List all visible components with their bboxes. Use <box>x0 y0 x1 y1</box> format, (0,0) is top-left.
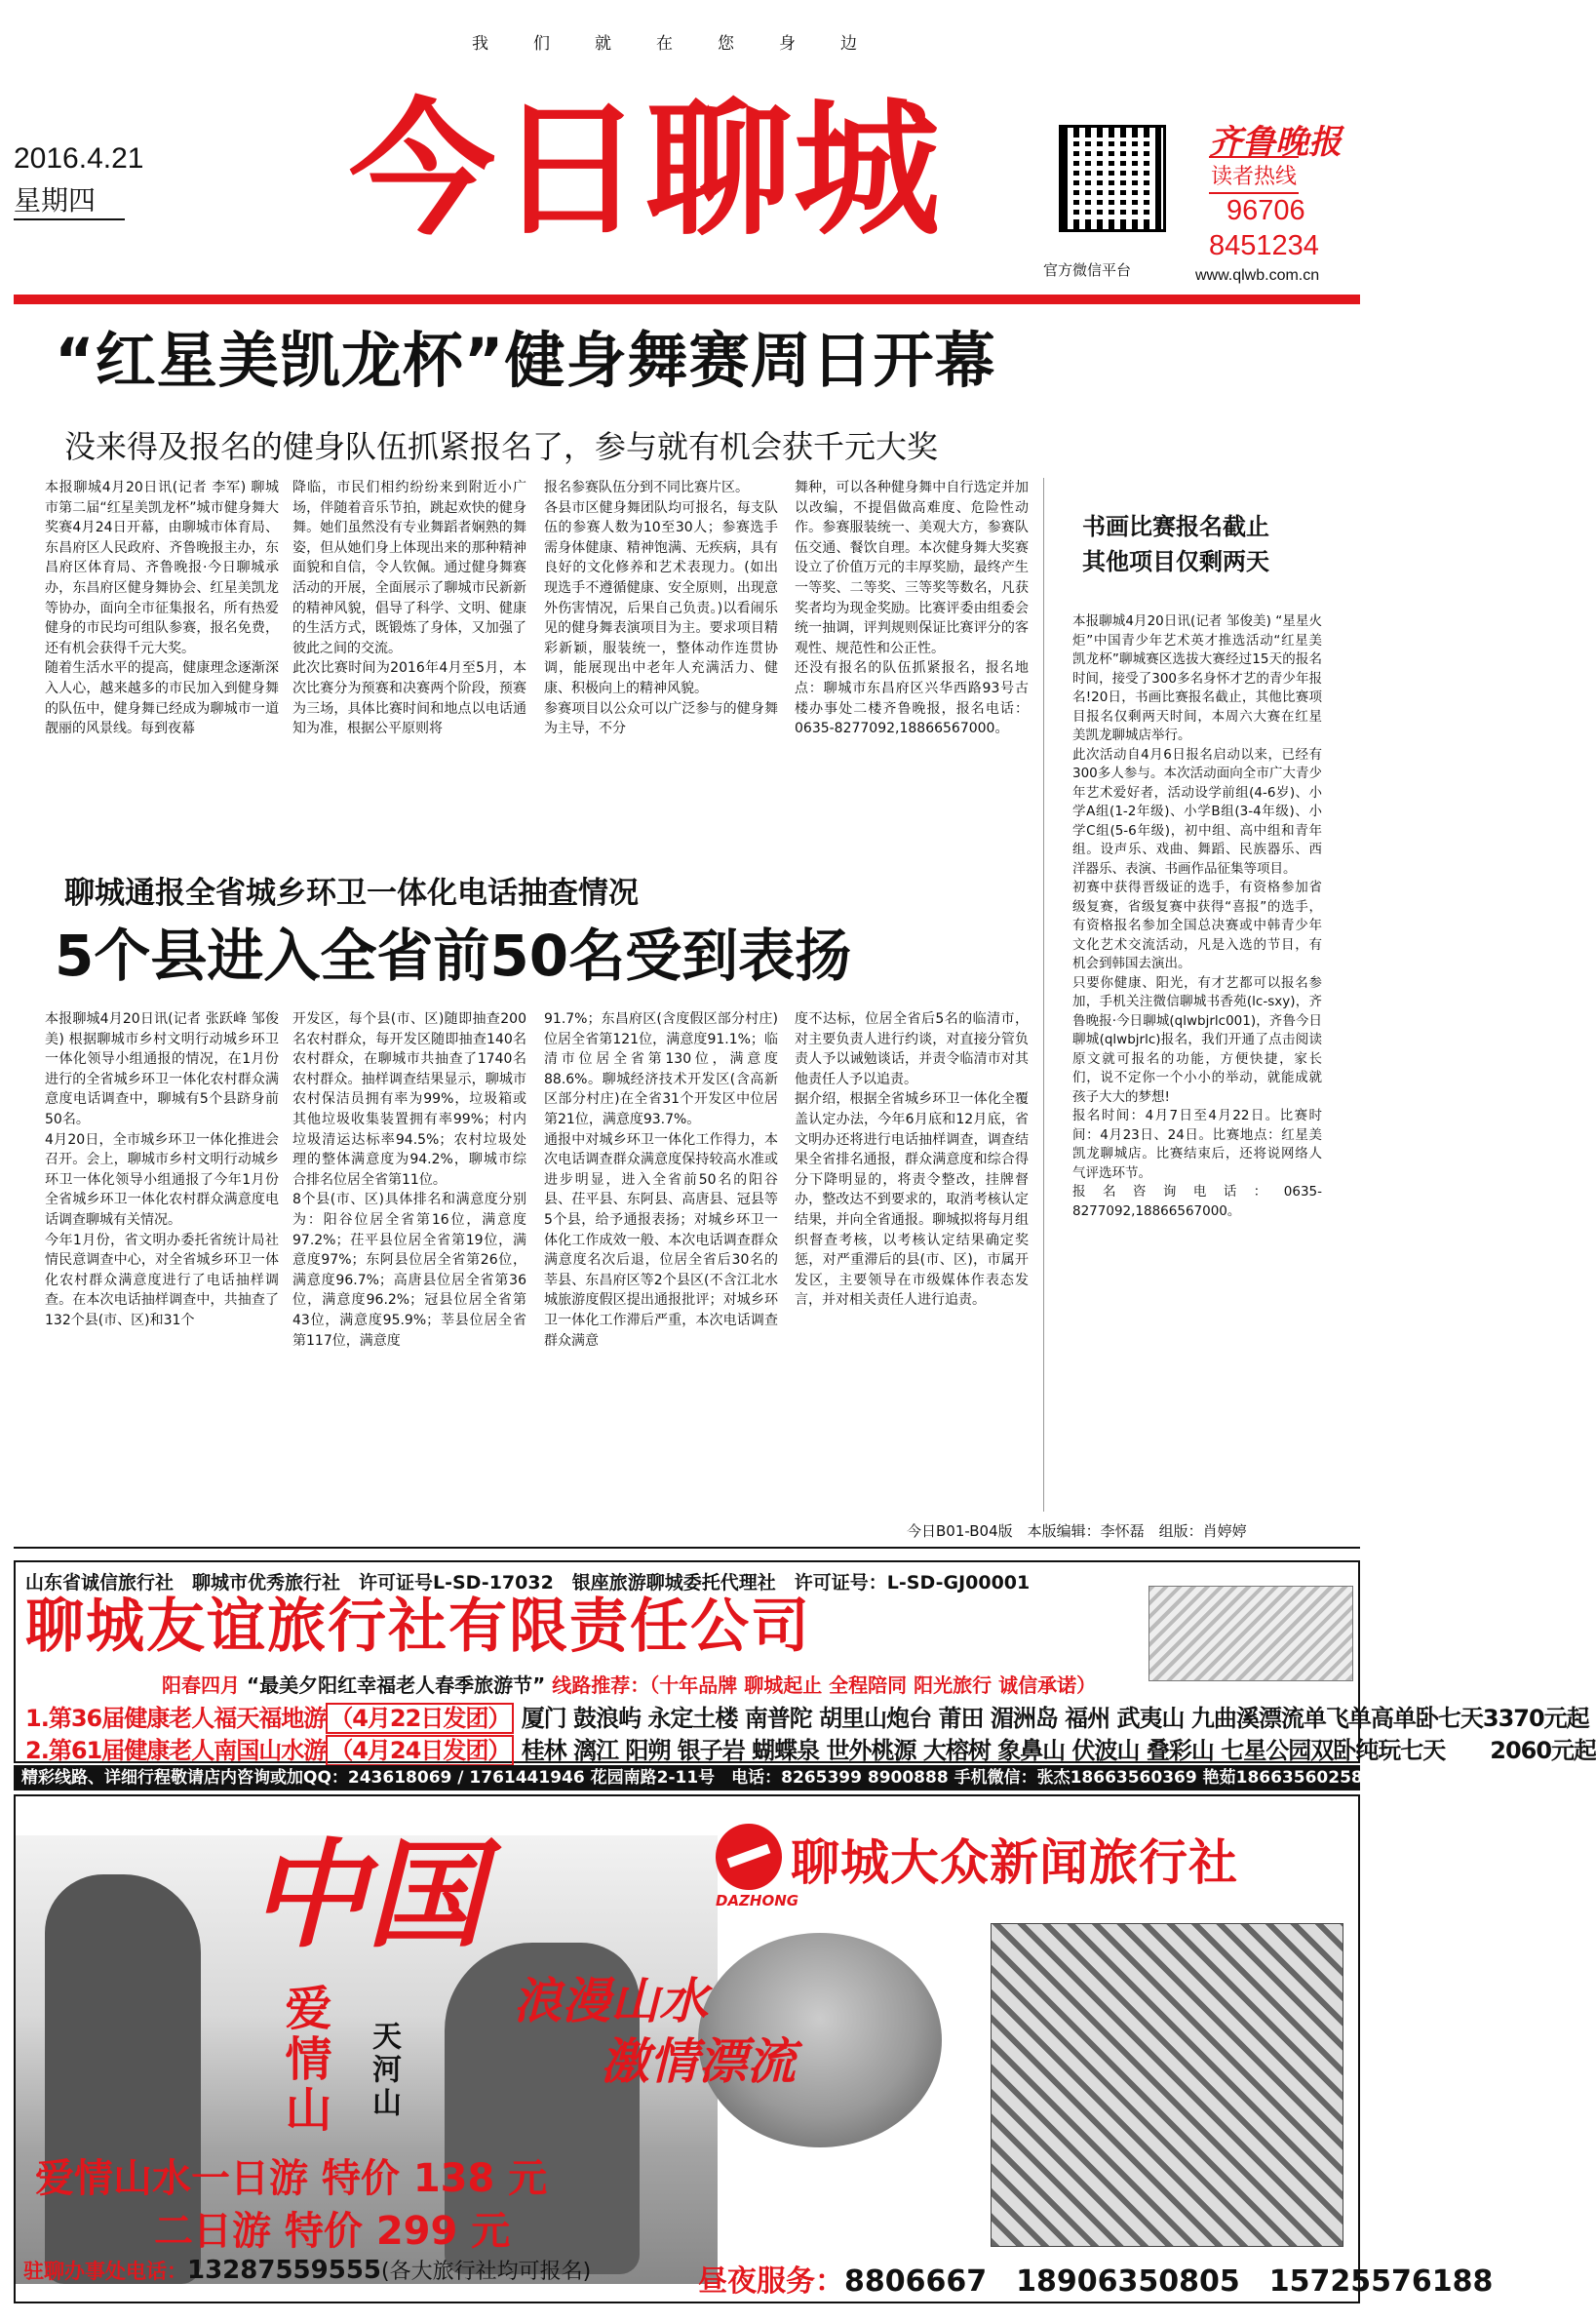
ad-youyi-travel[interactable] <box>14 1560 1596 1764</box>
website-link[interactable]: www.qlwb.com.cn <box>1195 267 1320 284</box>
ad-dazhong-travel[interactable] <box>14 1794 1494 2303</box>
hotline-number-1: 96706 <box>1226 195 1305 226</box>
route-1-date: （4月22日发团） <box>326 1703 514 1734</box>
ad2-hotline <box>698 2257 1493 2300</box>
masthead-divider <box>14 295 1360 304</box>
contact-phone[interactable]: 13287559555 <box>187 2256 381 2285</box>
sidebar-headline-1: 书画比赛报名截止 <box>1082 513 1269 540</box>
page-credits: 今日B01-B04版 本版编辑：李怀磊 组版：肖婷婷 <box>907 1522 1247 1540</box>
article2-column-2: 开发区，每个县(市、区)随即抽查200名农村群众，每开发区随即抽查140名农村群众，在聊城市共抽查了1740名农村群众。抽样调查结果显示，聊城市农村保洁员拥有率为99%，垃圾箱或其他垃圾收集装置拥有率99%；村内垃圾清运达标率94.5%；农村垃圾处理的整体满意度为94.2%，聊城市综合排名位居全省第11位。 8个县(市、区)具体排名和满意度分别为：阳谷位居全省第16位，满意度97.2%；茌平县位居全省第19位，满意度97%；东阿县位居全省第26位，满意度96.7%；高唐县位居全省第36位，满意度96.2%；冠县位居全省第43位，满意度95.9%；莘县位居全省第117位，满意度 <box>292 1011 526 1349</box>
rafting-photo <box>991 1923 1343 2247</box>
sidebar-headline-2: 其他项目仅剩两天 <box>1082 548 1269 575</box>
contact-note: (各大旅行社均可报名) <box>381 2260 592 2284</box>
masthead-title: 今日聊城 <box>348 84 942 256</box>
hotline-service-label: 昼夜服务： <box>698 2264 844 2299</box>
love-mountain-calligraphy: 爱情山 <box>277 1984 331 2136</box>
route-2-date: （4月24日发团） <box>326 1735 514 1766</box>
slogan-romantic-landscape: 浪漫山水 <box>513 1972 708 2029</box>
article2-column-1: 本报聊城4月20日讯(记者 张跃峰 邹俊美) 根据聊城市乡村文明行动城乡环卫一体化领导小组通报的情况，在1月份进行的全省城乡环卫一体化农村群众满意度电话调查中，聊城有5个县跻身前50名。 4月20日，全市城乡环卫一体化推进会召开。会上，聊城市乡村文明行动城乡环卫一体化领导小组通报了今年1月份全省城乡环卫一体化农村群众满意度电话调查聊城有关情况。 今年1月份，省文明办委托省统计局社情民意调查中心，对全省城乡环卫一体化农村群众满意度进行了电话抽样调查。在本次电话抽样调查中，共抽查了132个县(市、区)和31个 <box>45 1011 279 1328</box>
ad1-promo-line <box>162 1670 1096 1698</box>
article1-column-1: 本报聊城4月20日讯(记者 李军) 聊城市第二届“红星美凯龙杯”城市健身舞大奖赛4月24日开幕，由聊城市体育局、东昌府区人民政府、齐鲁晚报主办，东昌府区体育局、齐鲁晚报·今日聊城承办，东昌府区健身舞协会、红星美凯龙等协办，面向全市征集报名，所有热爱健身的市民均可组队参赛，报名免费，还有机会获得千元大奖。 随着生活水平的提高，健康理念逐渐深入人心，越来越多的市民加入到健身舞的队伍中，健身舞已经成为聊城市一道靓丽的风景线。每到夜幕 <box>45 480 279 737</box>
ad2-office-contact <box>23 2255 591 2285</box>
hotline-label: 读者热线 <box>1209 156 1299 194</box>
article1-column-2: 降临，市民们相约纷纷来到附近小广场，伴随着音乐节拍，跳起欢快的健身舞。她们虽然没有专业舞蹈者娴熟的舞姿，但从她们身上体现出来的那种精神面貌和自信，令人钦佩。通过健身舞赛活动的开展，全面展示了聊城市民新新的精神风貌，倡导了科学、文明、健康的生活方式，既锻炼了身体，又加强了彼此之间的交流。 此次比赛时间为2016年4月至5月，本次比赛分为预赛和决赛两个阶段，预赛为三场，具体比赛时间和地点以电话通知为准，根据公平原则将 <box>292 480 526 737</box>
article2-headline: 5个县进入全省前50名受到表扬 <box>55 923 852 989</box>
route-2-stops: 桂林 漓江 阳朔 银子岩 蝴蝶泉 世外桃源 大榕树 象鼻山 伏波山 叠彩山 七星公园双卧纯玩七天 2060元起 <box>521 1737 1596 1764</box>
brand-logo: 齐鲁晚报 <box>1209 123 1342 162</box>
dazhong-logo-icon <box>716 1824 782 1890</box>
slogan-rafting: 激情漂流 <box>601 2032 796 2090</box>
offer-one-day: 爱情山水一日游 特价 138 元 <box>35 2156 548 2201</box>
article2-column-4: 度不达标，位居全省后5名的临清市，对主要负责人进行约谈，对直接分管负责人予以诫勉谈话，并责令临清市对其他责任人予以追责。 据介绍，根据全省城乡环卫一体化全覆盖认定办法，今年6月底和12月底，省文明办还将进行电话抽样调查，调查结果全省排名通报，群众满意度和综合得分下降明显的，将责令整改，挂牌督办，整改达不到要求的，取消考核认定结果，并向全省通报。聊城拟将每月组织督查考核，以考核认定结果确定奖惩，对严重滞后的县(市、区)，市属开发区，主要领导在市级媒体作表态发言，并对相关责任人进行追责。 <box>795 1011 1029 1309</box>
column-divider <box>1043 478 1044 1512</box>
tianhe-mountain-label: 天河山 <box>367 2021 401 2120</box>
article1-column-3: 报名参赛队伍分到不同比赛片区。 各县市区健身舞团队均可报名，每支队伍的参赛人数为10至30人；参赛选手需身体健康、精神饱满、无疾病，具有良好的文化修养和艺术表现力。(如出现选手不遵循健康、安全原则，出现意外伤害情况，后果自己负责。)以看闹乐见的健身舞表演项目为主。要求项目精彩新颖，服装统一，整体动作连贯协调，能展现出中老年人充满活力、健康、积极向上的精神风貌。 参赛项目以公众可以广泛参与的健身舞为主导，不分 <box>544 480 778 737</box>
article2-kicker: 聊城通报全省城乡环卫一体化电话抽查情况 <box>64 876 639 911</box>
ad2-company-name: 聊城大众新闻旅行社 <box>791 1834 1238 1891</box>
hotline-number-2: 8451234 <box>1209 230 1319 261</box>
article1-subheadline: 没来得及报名的健身队伍抓紧报名了，参与就有机会获千元大奖 <box>64 428 939 465</box>
ad1-route-1 <box>25 1699 1589 1733</box>
masthead-slogan: 我们就在您身边 <box>472 34 902 54</box>
wechat-qr-code-icon[interactable] <box>1059 125 1166 232</box>
contact-label: 驻聊办事处电话： <box>23 2260 187 2283</box>
ad1-promo-suffix: 线路推荐：（十年品牌 聊城起止 全程陪同 阳光旅行 诚信承诺） <box>552 1673 1097 1697</box>
ad1-promo-prefix: 阳春四月 <box>162 1673 240 1697</box>
elderly-couple-photo-icon <box>1148 1586 1353 1681</box>
dazhong-logo-text: DAZHONG <box>716 1892 799 1909</box>
hotline-service-numbers[interactable]: 8806667 18906350805 15725576188 <box>844 2264 1494 2299</box>
issue-date: 2016.4.21 <box>14 142 144 175</box>
route-1-name: 1.第36届健康老人福天福地游 <box>25 1705 327 1732</box>
article1-column-4: 舞种，可以各种健身舞中自行选定并加以改编，不提倡做高难度、危险性动作。参赛服装统一、美观大方，参赛队伍交通、餐饮自理。本次健身舞大奖赛设立了价值万元的丰厚奖励，最终产生一等奖、二等奖、三等奖等数名，凡获奖者均为现金奖励。比赛评委由组委会统一抽调，评判规则保证比赛评分的客观性、规范性和公正性。 还没有报名的队伍抓紧报名，报名地点：聊城市东昌府区兴华西路93号古楼办事处二楼齐鲁晚报，报名电话：0635-8277092,18866567000。 <box>795 480 1029 737</box>
ad1-licenses: 山东省诚信旅行社 聊城市优秀旅行社 许可证号L-SD-17032 银座旅游聊城委托代理社 许可证号：L-SD-GJ00001 <box>25 1572 1031 1594</box>
ad1-contact-bar: 精彩线路、详细行程敬请店内咨询或加QQ：243618069 / 1761441946 花园南路2-11号 电话：8265399 8900888 手机微信：张杰18663560369 艳茹18663560258 <box>14 1765 1360 1791</box>
article1-headline: “红星美凯龙杯”健身舞赛周日开幕 <box>55 325 996 396</box>
sidebar-body: 本报聊城4月20日讯(记者 邹俊美) “星星火炬”中国青少年艺术英才推选活动“红星美凯龙杯”聊城赛区选拔大赛经过15天的报名时间，接受了300多名身怀才艺的青少年报名!20日，书画比赛报名截止，其他比赛项目报名仅剩两天时间，本周六大赛在红星美凯龙聊城店举行。 此次活动自4月6日报名启动以来，已经有300多人参与。本次活动面向全市广大青少年艺术爱好者，活动设学前组(4-6岁)、小学A组(1-2年级)、小学B组(3-4年级)、小学C组(5-6年级)，初中组、高中组和青年组。设声乐、戏曲、舞蹈、民族器乐、西洋器乐、表演、书画作品征集等项目。 初赛中获得晋级证的选手，有资格参加省级复赛，省级复赛中获得“喜报”的选手，有资格报名参加全国总决赛或中韩青少年文化艺术交流活动，凡是入选的节目，有机会到韩国去演出。 只要你健康、阳光，有才艺都可以报名参加，手机关注微信聊城书香苑(lc-sxy)，齐鲁晚报·今日聊城(qlwbjrlc001)，齐鲁今日聊城(qlwbjrlc)报名，我们开通了点击阅读原文就可报名的功能，方便快捷，家长们，说不定你一个小小的举动，就能成就孩子大大的梦想! 报名时间：4月7日至4月22日。比赛时间：4月23日、24日。比赛地点：红星美凯龙聊城店。比赛结束后，还将说网络人气评选环节。 报名咨询电话：0635-8277092,18866567000。 <box>1072 613 1322 1219</box>
ad1-route-2 <box>25 1731 1596 1765</box>
issue-weekday: 星期四 <box>14 179 125 220</box>
article2-column-3: 91.7%；东昌府区(含度假区部分村庄)位居全省第121位，满意度91.1%；临清市位居全省第130位，满意度88.6%。聊城经济技术开发区(含高新区部分村庄)在全省31个开发区中位居第21位，满意度93.7%。 通报中对城乡环卫一体化工作得力，本次电话调查群众满意度保持较高水准或进步明显，进入全省前50名的阳谷县、茌平县、东阿县、高唐县、冠县等5个县，给予通报表扬；对城乡环卫一体化工作成效一般、本次电话调查群众满意度名次后退，位居全省后30名的莘县、东昌府区等2个县区(不含江北水城旅游度假区提出通报批评；对城乡环卫一体化工作滞后严重，本次电话调查群众满意 <box>544 1011 778 1349</box>
qr-caption: 官方微信平台 <box>1043 261 1132 279</box>
route-2-name: 2.第61届健康老人南国山水游 <box>25 1737 327 1764</box>
ad1-promo-event: “最美夕阳红幸福老人春季旅游节” <box>246 1673 546 1697</box>
route-1-stops: 厦门 鼓浪屿 永定土楼 南普陀 胡里山炮台 莆田 湄洲岛 福州 武夷山 九曲溪漂流单飞单高单卧七天3370元起 <box>521 1705 1589 1732</box>
ad-divider <box>14 1547 1360 1549</box>
ad1-company-name: 聊城友谊旅行社有限责任公司 <box>25 1593 811 1661</box>
china-calligraphy: 中国 <box>250 1827 484 1964</box>
offer-two-day: 二日游 特价 299 元 <box>154 2209 511 2254</box>
